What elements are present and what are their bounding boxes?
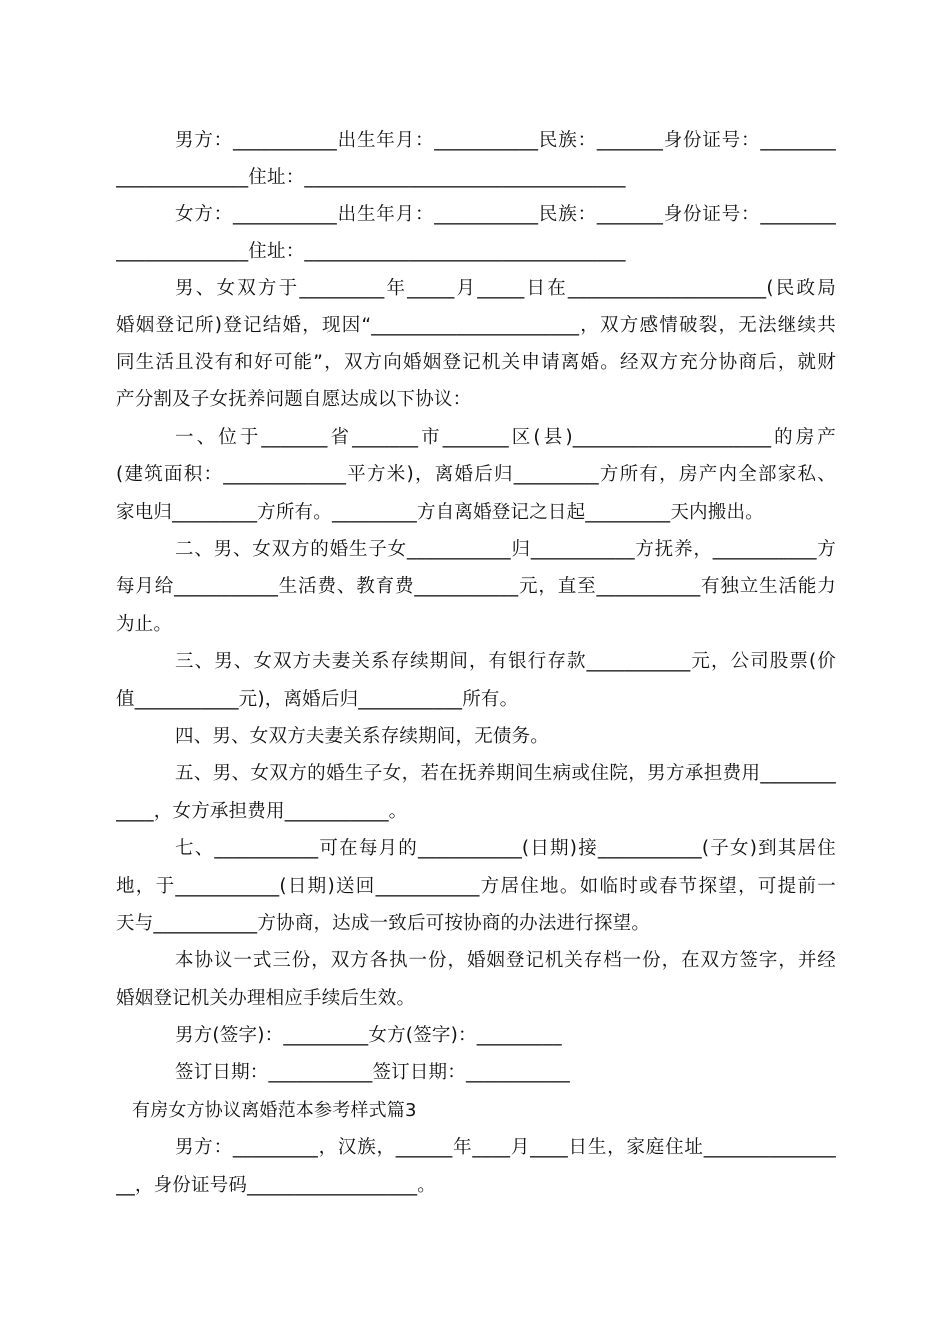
section-heading: 有房女方协议离婚范本参考样式篇3 (132, 1100, 417, 1121)
document-line: __，身份证号码__________________。 (116, 1175, 436, 1196)
document-line: 婚姻登记所)登记结婚，现因“______________________，双方感情破裂，无法继续共 (116, 315, 836, 336)
document-line: 家电归_________方所有。_________方自离婚登记之日起_________天内搬出。 (116, 502, 764, 523)
document-line: 二、男、女双方的婚生子女___________归___________方抚养，___________方 (175, 539, 836, 560)
document-line: 地，于___________(日期)送回___________方居住地。如临时或春节探望，可提前一 (116, 876, 836, 897)
document-line: 天与___________方协商，达成一致后可按协商的办法进行探望。 (116, 913, 651, 934)
document-line: ______________住址：__________________________________ (116, 241, 626, 262)
document-line: 男方：_________，汉族，______年____月____日生，家庭住址______________ (175, 1137, 836, 1158)
document-line: 四、男、女双方夫妻关系存续期间，无债务。 (175, 726, 550, 747)
document-line: 男、女双方于_________年_____月_____日在_____________________(民政局 (175, 278, 836, 299)
document-line: 同生活且没有和好可能”，双方向婚姻登记机关申请离婚。经双方充分协商后，就财 (116, 352, 836, 373)
document-line: 本协议一式三份，双方各执一份，婚姻登记机关存档一份，在双方签字，并经 (175, 950, 836, 971)
document-line: 值___________元)，离婚后归___________所有。 (116, 689, 519, 710)
document-line: 产分割及子女抚养问题自愿达成以下协议： (116, 389, 472, 410)
document-line: 男方：___________出生年月：___________民族：_______身份证号：________ (175, 130, 836, 151)
document-line: ____，女方承担费用___________。 (116, 801, 408, 822)
document-line: ______________住址：__________________________________ (116, 167, 626, 188)
document-line: 七、___________可在每月的___________(日期)接___________(子女)到其居住 (175, 838, 836, 859)
document-line: 婚姻登记机关办理相应手续后生效。 (116, 988, 416, 1009)
document-line: 五、男、女双方的婚生子女，若在抚养期间生病或住院，男方承担费用________ (175, 763, 836, 784)
document-line: 每月给___________生活费、教育费___________元，直至___________有独立生活能力 (116, 576, 836, 597)
document-line: 签订日期：___________签订日期：___________ (175, 1062, 570, 1083)
document-line: 一、位于_______省_______市_______区(县)_____________________的房产 (175, 427, 836, 448)
document-line: 女方：___________出生年月：___________民族：_______身份证号：________ (175, 204, 836, 225)
document-line: 为止。 (116, 614, 173, 635)
document-line: (建筑面积：_____________平方米)，离婚后归_________方所有，房产内全部家私、 (116, 464, 836, 485)
document-line: 男方(签字)：_________女方(签字)：_________ (175, 1025, 562, 1046)
document-line: 三、男、女双方夫妻关系存续期间，有银行存款___________元，公司股票(价 (175, 651, 836, 672)
